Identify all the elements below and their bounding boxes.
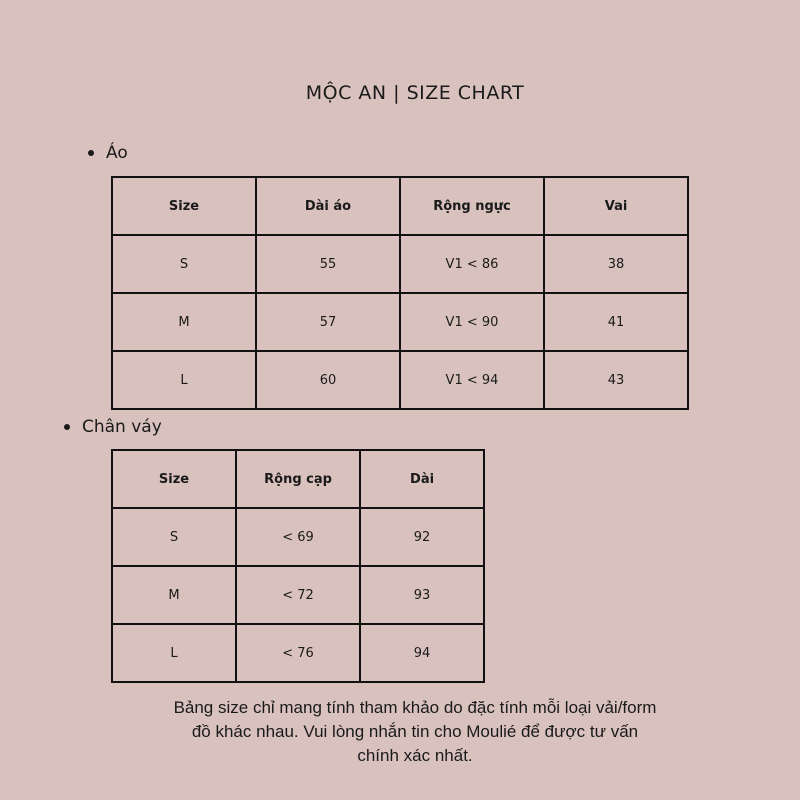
table-cell: 43 bbox=[544, 351, 688, 409]
table-cell: 57 bbox=[256, 293, 400, 351]
table-cell: V1 < 90 bbox=[400, 293, 544, 351]
table-cell: 92 bbox=[360, 508, 484, 566]
table-row bbox=[112, 508, 484, 566]
disclaimer-note bbox=[150, 696, 680, 768]
section-heading-top bbox=[88, 143, 128, 163]
header-cell: Dài áo bbox=[256, 177, 400, 235]
table-cell: S bbox=[112, 508, 236, 566]
table-cell: M bbox=[112, 293, 256, 351]
table-header-row bbox=[112, 177, 688, 235]
note-line: Bảng size chỉ mang tính tham khảo do đặc tính mỗi loại vải/form bbox=[173, 698, 657, 717]
page-title: MỘC AN | SIZE CHART bbox=[305, 82, 525, 104]
table-row bbox=[112, 235, 688, 293]
table-header-row bbox=[112, 450, 484, 508]
table-cell: V1 < 94 bbox=[400, 351, 544, 409]
table-cell: 41 bbox=[544, 293, 688, 351]
table-cell: 55 bbox=[256, 235, 400, 293]
table-cell: L bbox=[112, 624, 236, 682]
table-cell: < 72 bbox=[236, 566, 360, 624]
skirt-size-table bbox=[111, 449, 485, 683]
table-cell: V1 < 86 bbox=[400, 235, 544, 293]
table-row bbox=[112, 293, 688, 351]
header-cell: Vai bbox=[544, 177, 688, 235]
header-cell: Size bbox=[112, 450, 236, 508]
table-row bbox=[112, 624, 484, 682]
table-cell: M bbox=[112, 566, 236, 624]
table-cell: S bbox=[112, 235, 256, 293]
table-cell: < 76 bbox=[236, 624, 360, 682]
table-cell: < 69 bbox=[236, 508, 360, 566]
note-line: chính xác nhất. bbox=[357, 746, 473, 765]
bullet-dot-icon bbox=[64, 424, 70, 430]
header-cell: Size bbox=[112, 177, 256, 235]
bullet-dot-icon bbox=[88, 150, 94, 156]
table-cell: 93 bbox=[360, 566, 484, 624]
header-cell: Rộng ngực bbox=[400, 177, 544, 235]
table-cell: 60 bbox=[256, 351, 400, 409]
section-label-skirt: Chân váy bbox=[82, 417, 162, 437]
header-cell: Rộng cạp bbox=[236, 450, 360, 508]
section-label-top: Áo bbox=[106, 143, 128, 163]
note-line: đồ khác nhau. Vui lòng nhắn tin cho Moulié để được tư vấn bbox=[191, 722, 639, 741]
table-cell: 38 bbox=[544, 235, 688, 293]
table-row bbox=[112, 566, 484, 624]
table-row bbox=[112, 351, 688, 409]
header-cell: Dài bbox=[360, 450, 484, 508]
table-cell: L bbox=[112, 351, 256, 409]
top-size-table bbox=[111, 176, 689, 410]
table-cell: 94 bbox=[360, 624, 484, 682]
section-heading-skirt bbox=[64, 417, 162, 437]
